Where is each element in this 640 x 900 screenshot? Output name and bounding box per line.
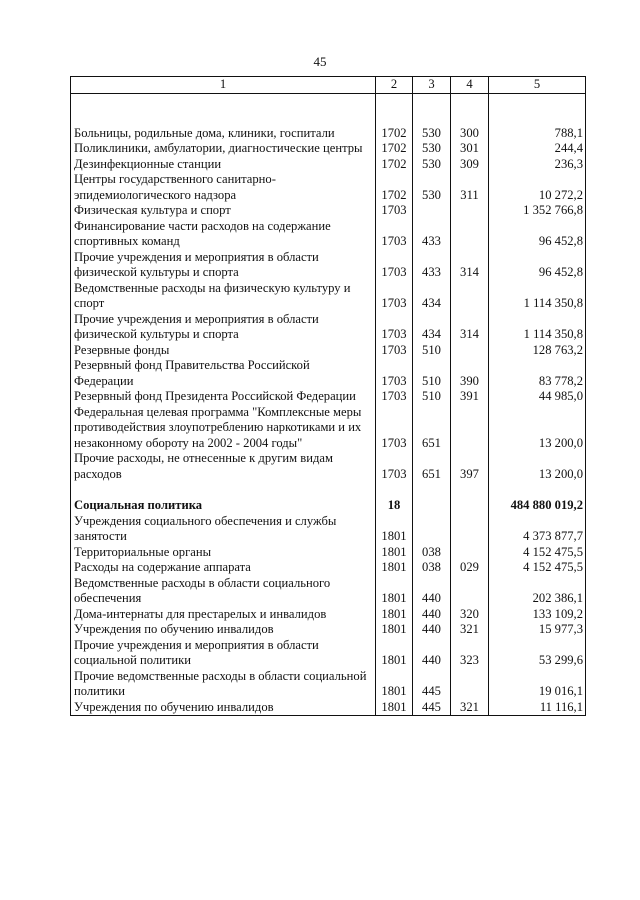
table-row: [71, 669, 586, 700]
spacer-cell: [413, 482, 451, 498]
table-row: [71, 281, 586, 312]
section-code: 1702: [376, 126, 413, 142]
section-code: 1703: [376, 219, 413, 250]
row-name: Резервные фонды: [71, 343, 376, 359]
amount: 484 880 019,2: [489, 498, 586, 514]
target-code: 651: [413, 451, 451, 482]
expense-code: 320: [451, 607, 489, 623]
target-code: 433: [413, 250, 451, 281]
expense-code: 309: [451, 157, 489, 173]
section-code: 18: [376, 498, 413, 514]
row-name: Территориальные органы: [71, 545, 376, 561]
row-name: Учреждения по обучению инвалидов: [71, 700, 376, 716]
target-code: 440: [413, 607, 451, 623]
row-name: Финансирование части расходов на содержание спортивных команд: [71, 219, 376, 250]
column-header: 4: [451, 77, 489, 94]
row-name: Прочие ведомственные расходы в области социальной политики: [71, 669, 376, 700]
expense-code: [451, 498, 489, 514]
target-code: 510: [413, 358, 451, 389]
target-code: 440: [413, 622, 451, 638]
expense-code: 321: [451, 700, 489, 716]
amount: 1 114 350,8: [489, 312, 586, 343]
amount: 19 016,1: [489, 669, 586, 700]
section-code: 1703: [376, 343, 413, 359]
target-code: 433: [413, 219, 451, 250]
row-name: Учреждения по обучению инвалидов: [71, 622, 376, 638]
amount: 96 452,8: [489, 219, 586, 250]
section-code: 1801: [376, 669, 413, 700]
row-name: Дезинфекционные станции: [71, 157, 376, 173]
target-code: [413, 203, 451, 219]
table-row: [71, 576, 586, 607]
table-row: [71, 312, 586, 343]
row-name: Прочие учреждения и мероприятия в области физической культуры и спорта: [71, 312, 376, 343]
table-row: [71, 700, 586, 716]
table-body: [71, 93, 586, 716]
spacer-cell: [413, 93, 451, 126]
budget-table: [70, 76, 586, 716]
amount: 10 272,2: [489, 172, 586, 203]
expense-code: 311: [451, 172, 489, 203]
section-code: 1703: [376, 389, 413, 405]
amount: 202 386,1: [489, 576, 586, 607]
section-code: 1703: [376, 281, 413, 312]
table-row: [71, 250, 586, 281]
amount: 244,4: [489, 141, 586, 157]
spacer-cell: [71, 93, 376, 126]
expense-code: [451, 576, 489, 607]
spacer-cell: [451, 482, 489, 498]
expense-code: [451, 281, 489, 312]
row-name: Резервный фонд Президента Российской Федерации: [71, 389, 376, 405]
row-name: Учреждения социального обеспечения и службы занятости: [71, 514, 376, 545]
spacer-cell: [451, 93, 489, 126]
target-code: 434: [413, 312, 451, 343]
row-name: Ведомственные расходы в области социального обеспечения: [71, 576, 376, 607]
header-row: [71, 77, 586, 94]
expense-code: [451, 343, 489, 359]
table-row: [71, 141, 586, 157]
amount: 4 152 475,5: [489, 545, 586, 561]
row-name: Физическая культура и спорт: [71, 203, 376, 219]
spacer-cell: [376, 93, 413, 126]
table-row: [71, 358, 586, 389]
target-code: 445: [413, 669, 451, 700]
row-name: Федеральная целевая программа "Комплексные меры противодействия злоупотреблению наркотиками и их незаконному обороту на 2002 - 2004 годы": [71, 405, 376, 452]
row-name: Прочие учреждения и мероприятия в области физической культуры и спорта: [71, 250, 376, 281]
row-name: Социальная политика: [71, 498, 376, 514]
spacer-cell: [376, 482, 413, 498]
amount: 4 373 877,7: [489, 514, 586, 545]
row-name: Прочие расходы, не отнесенные к другим видам расходов: [71, 451, 376, 482]
target-code: [413, 514, 451, 545]
amount: 128 763,2: [489, 343, 586, 359]
expense-code: 321: [451, 622, 489, 638]
expense-code: 301: [451, 141, 489, 157]
spacer-cell: [71, 482, 376, 498]
column-header: 3: [413, 77, 451, 94]
target-code: 440: [413, 638, 451, 669]
spacer-row: [71, 93, 586, 126]
section-code: 1703: [376, 451, 413, 482]
row-name: Больницы, родильные дома, клиники, госпитали: [71, 126, 376, 142]
expense-code: [451, 405, 489, 452]
expense-code: 397: [451, 451, 489, 482]
target-code: 530: [413, 126, 451, 142]
row-name: Резервный фонд Правительства Российской Федерации: [71, 358, 376, 389]
column-header: 2: [376, 77, 413, 94]
amount: 96 452,8: [489, 250, 586, 281]
amount: 133 109,2: [489, 607, 586, 623]
spacer-row: [71, 482, 586, 498]
target-code: [413, 498, 451, 514]
target-code: 510: [413, 343, 451, 359]
amount: 11 116,1: [489, 700, 586, 716]
table-row: [71, 451, 586, 482]
target-code: 651: [413, 405, 451, 452]
target-code: 038: [413, 545, 451, 561]
table-row: [71, 389, 586, 405]
section-code: 1801: [376, 607, 413, 623]
table-row: [71, 607, 586, 623]
expense-code: 300: [451, 126, 489, 142]
section-code: 1703: [376, 312, 413, 343]
expense-code: [451, 203, 489, 219]
row-name: Расходы на содержание аппарата: [71, 560, 376, 576]
expense-code: 029: [451, 560, 489, 576]
expense-code: 390: [451, 358, 489, 389]
section-code: 1702: [376, 157, 413, 173]
target-code: 510: [413, 389, 451, 405]
target-code: 038: [413, 560, 451, 576]
section-code: 1801: [376, 514, 413, 545]
expense-code: 391: [451, 389, 489, 405]
section-code: 1702: [376, 172, 413, 203]
target-code: 530: [413, 141, 451, 157]
section-code: 1703: [376, 358, 413, 389]
table-row: [71, 638, 586, 669]
section-code: 1801: [376, 576, 413, 607]
amount: 236,3: [489, 157, 586, 173]
section-code: 1801: [376, 622, 413, 638]
amount: 788,1: [489, 126, 586, 142]
expense-code: [451, 514, 489, 545]
target-code: 440: [413, 576, 451, 607]
target-code: 445: [413, 700, 451, 716]
section-code: 1703: [376, 203, 413, 219]
row-name: Прочие учреждения и мероприятия в области социальной политики: [71, 638, 376, 669]
table-row: [71, 219, 586, 250]
table-row: [71, 172, 586, 203]
section-code: 1801: [376, 700, 413, 716]
table-row: [71, 514, 586, 545]
row-name: Поликлиники, амбулатории, диагностические центры: [71, 141, 376, 157]
section-code: 1801: [376, 638, 413, 669]
section-code: 1703: [376, 405, 413, 452]
column-header: 5: [489, 77, 586, 94]
table-row: [71, 203, 586, 219]
table-row: [71, 157, 586, 173]
page-number: 45: [313, 54, 327, 69]
target-code: 530: [413, 157, 451, 173]
expense-code: 314: [451, 250, 489, 281]
amount: 13 200,0: [489, 405, 586, 452]
expense-code: 314: [451, 312, 489, 343]
target-code: 530: [413, 172, 451, 203]
table-row: [71, 498, 586, 514]
column-header: 1: [71, 77, 376, 94]
table-row: [71, 622, 586, 638]
spacer-cell: [489, 93, 586, 126]
section-code: 1801: [376, 545, 413, 561]
table-row: [71, 560, 586, 576]
expense-code: 323: [451, 638, 489, 669]
row-name: Центры государственного санитарно-эпидемиологического надзора: [71, 172, 376, 203]
amount: 44 985,0: [489, 389, 586, 405]
row-name: Дома-интернаты для престарелых и инвалидов: [71, 607, 376, 623]
expense-code: [451, 669, 489, 700]
amount: 53 299,6: [489, 638, 586, 669]
amount: 13 200,0: [489, 451, 586, 482]
table-row: [71, 343, 586, 359]
row-name: Ведомственные расходы на физическую культуру и спорт: [71, 281, 376, 312]
table-row: [71, 405, 586, 452]
section-code: 1703: [376, 250, 413, 281]
target-code: 434: [413, 281, 451, 312]
table-row: [71, 545, 586, 561]
table-row: [71, 126, 586, 142]
expense-code: [451, 545, 489, 561]
amount: 15 977,3: [489, 622, 586, 638]
section-code: 1702: [376, 141, 413, 157]
amount: 83 778,2: [489, 358, 586, 389]
expense-code: [451, 219, 489, 250]
amount: 1 114 350,8: [489, 281, 586, 312]
spacer-cell: [489, 482, 586, 498]
section-code: 1801: [376, 560, 413, 576]
amount: 1 352 766,8: [489, 203, 586, 219]
amount: 4 152 475,5: [489, 560, 586, 576]
